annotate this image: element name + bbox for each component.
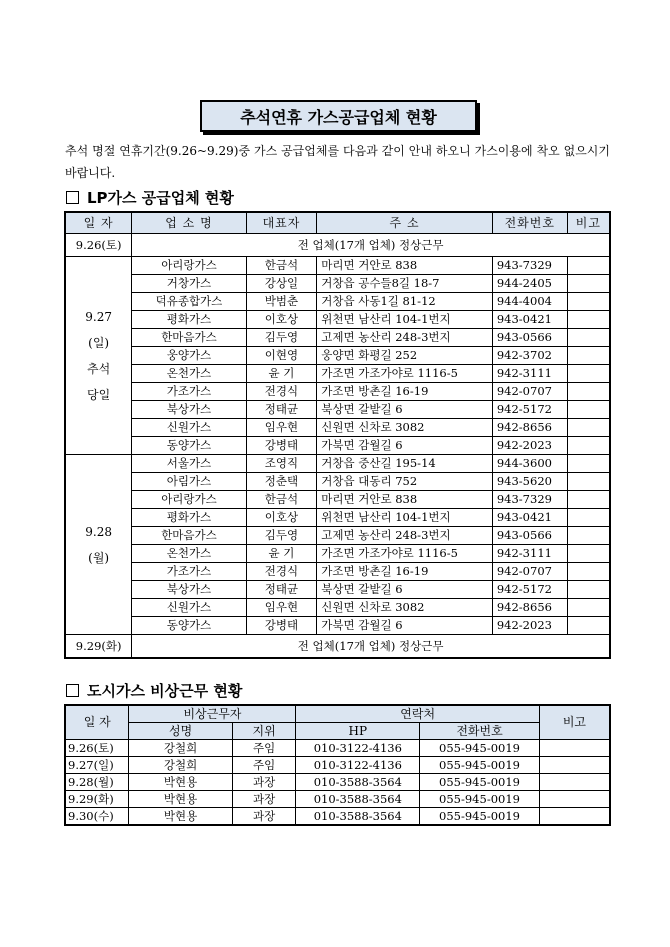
duty-date: 9.28(월): [65, 774, 129, 791]
vendor-address: 고제면 농산리 248-3번지: [317, 527, 493, 545]
vendor-address: 웅양면 화평길 252: [317, 347, 493, 365]
lp-vendor-row: [65, 383, 610, 401]
lp-vendor-row: [65, 419, 610, 437]
vendor-tel: 942-3111: [492, 545, 567, 563]
city-row: [65, 791, 610, 808]
vendor-rep: 윤 기: [246, 365, 317, 383]
vendor-note: [567, 419, 610, 437]
lp-vendor-row: [65, 311, 610, 329]
vendor-note: [567, 581, 610, 599]
vendor-name: 한마음가스: [132, 527, 246, 545]
date-cell: 9.26(토): [65, 234, 132, 257]
lp-vendor-row: [65, 275, 610, 293]
vendor-name: 가조가스: [132, 563, 246, 581]
staff-position: 과장: [232, 774, 296, 791]
header-staff: 비상근무자: [129, 705, 296, 723]
header-note: 비고: [539, 705, 610, 740]
lp-vendor-row: [65, 599, 610, 617]
vendor-name: 아림가스: [132, 473, 246, 491]
vendor-name: 북상가스: [132, 581, 246, 599]
vendor-note: [567, 491, 610, 509]
vendor-address: 가조면 가조가야로 1116-5: [317, 545, 493, 563]
date-cell: [65, 257, 132, 455]
vendor-name: 거창가스: [132, 275, 246, 293]
vendor-tel: 942-2023: [492, 617, 567, 635]
vendor-name: 북상가스: [132, 401, 246, 419]
staff-name: 박현용: [129, 774, 232, 791]
lp-vendor-row: [65, 509, 610, 527]
vendor-tel: 943-7329: [492, 257, 567, 275]
vendor-tel: 942-0707: [492, 563, 567, 581]
vendor-address: 거창읍 공수들8길 18-7: [317, 275, 493, 293]
date-line: 9.27: [85, 309, 112, 324]
header-hp: HP: [296, 723, 420, 740]
lp-row-day4: [65, 635, 610, 659]
date-line: (월): [88, 550, 110, 565]
vendor-note: [567, 329, 610, 347]
vendor-note: [567, 401, 610, 419]
vendor-name: 동양가스: [132, 437, 246, 455]
staff-tel: 055-945-0019: [420, 774, 540, 791]
vendor-rep: 정태균: [246, 581, 317, 599]
vendor-note: [567, 455, 610, 473]
city-row: [65, 774, 610, 791]
vendor-note: [567, 473, 610, 491]
vendor-tel: 943-0421: [492, 509, 567, 527]
vendor-rep: 윤 기: [246, 545, 317, 563]
lp-vendor-row: [65, 347, 610, 365]
city-section-title-text: 도시가스 비상근무 현황: [87, 682, 243, 700]
vendor-name: 평화가스: [132, 311, 246, 329]
staff-tel: 055-945-0019: [420, 791, 540, 808]
vendor-note: [567, 275, 610, 293]
header-tel: 전화번호: [492, 212, 567, 234]
lp-vendor-row: [65, 329, 610, 347]
vendor-address: 북상면 갈밭길 6: [317, 581, 493, 599]
city-row: [65, 740, 610, 757]
status-note: 전 업체(17개 업체) 정상근무: [132, 234, 610, 257]
vendor-tel: 944-3600: [492, 455, 567, 473]
vendor-tel: 942-0707: [492, 383, 567, 401]
header-date: 일 자: [65, 705, 129, 740]
lp-gas-table: [64, 211, 611, 659]
vendor-rep: 김두영: [246, 527, 317, 545]
vendor-tel: 944-4004: [492, 293, 567, 311]
vendor-tel: 943-0566: [492, 329, 567, 347]
vendor-tel: 943-5620: [492, 473, 567, 491]
city-section-title: [66, 680, 242, 701]
vendor-note: [567, 365, 610, 383]
staff-note: [539, 808, 610, 826]
vendor-rep: 강병태: [246, 437, 317, 455]
staff-position: 과장: [232, 808, 296, 826]
vendor-address: 위천면 남산리 104-1번지: [317, 311, 493, 329]
staff-position: 과장: [232, 791, 296, 808]
intro-paragraph: 추석 명절 연휴기간(9.26~9.29)중 가스 공급업체를 다음과 같이 안내 하오니 가스이용에 착오 없으시기 바랍니다.: [65, 144, 610, 180]
vendor-note: [567, 347, 610, 365]
header-staff-name: 성명: [129, 723, 232, 740]
checkbox-square-icon: [66, 191, 79, 204]
staff-hp: 010-3588-3564: [296, 774, 420, 791]
checkbox-square-icon: [66, 684, 79, 697]
vendor-note: [567, 383, 610, 401]
lp-vendor-row: [65, 437, 610, 455]
vendor-rep: 정태균: [246, 401, 317, 419]
staff-tel: 055-945-0019: [420, 808, 540, 826]
status-note: 전 업체(17개 업체) 정상근무: [132, 635, 610, 659]
vendor-address: 가조면 방촌길 16-19: [317, 383, 493, 401]
vendor-address: 거창읍 대동리 752: [317, 473, 493, 491]
vendor-rep: 한금석: [246, 257, 317, 275]
vendor-name: 웅양가스: [132, 347, 246, 365]
vendor-address: 마리면 거안로 838: [317, 257, 493, 275]
staff-tel: 055-945-0019: [420, 740, 540, 757]
vendor-note: [567, 437, 610, 455]
vendor-address: 북상면 갈밭길 6: [317, 401, 493, 419]
vendor-note: [567, 599, 610, 617]
vendor-rep: 이현영: [246, 347, 317, 365]
staff-name: 강철희: [129, 740, 232, 757]
date-line: 추석: [87, 361, 111, 376]
vendor-tel: 943-0566: [492, 527, 567, 545]
date-cell: [65, 455, 132, 635]
vendor-address: 가북면 감월길 6: [317, 617, 493, 635]
vendor-name: 온천가스: [132, 545, 246, 563]
document-title: 추석연휴 가스공급업체 현황: [200, 100, 477, 132]
vendor-name: 신원가스: [132, 419, 246, 437]
staff-hp: 010-3122-4136: [296, 740, 420, 757]
staff-hp: 010-3588-3564: [296, 791, 420, 808]
vendor-note: [567, 545, 610, 563]
lp-vendor-row: [65, 491, 610, 509]
vendor-note: [567, 257, 610, 275]
vendor-tel: 942-3702: [492, 347, 567, 365]
header-address: 주 소: [317, 212, 493, 234]
city-row: [65, 757, 610, 774]
staff-tel: 055-945-0019: [420, 757, 540, 774]
vendor-tel: 942-8656: [492, 599, 567, 617]
vendor-address: 위천면 남산리 104-1번지: [317, 509, 493, 527]
staff-hp: 010-3588-3564: [296, 808, 420, 826]
lp-vendor-row: [65, 455, 610, 473]
vendor-tel: 942-5172: [492, 401, 567, 419]
vendor-tel: 943-0421: [492, 311, 567, 329]
lp-vendor-row: [65, 617, 610, 635]
vendor-tel: 942-2023: [492, 437, 567, 455]
date-line: 9.28: [85, 524, 112, 539]
lp-vendor-row: [65, 527, 610, 545]
vendor-address: 신원면 신차로 3082: [317, 599, 493, 617]
staff-hp: 010-3122-4136: [296, 757, 420, 774]
staff-position: 주임: [232, 757, 296, 774]
staff-note: [539, 791, 610, 808]
date-line: (일): [88, 335, 110, 350]
vendor-tel: 943-7329: [492, 491, 567, 509]
vendor-tel: 944-2405: [492, 275, 567, 293]
staff-note: [539, 774, 610, 791]
date-line: 당일: [87, 387, 111, 402]
lp-vendor-row: [65, 365, 610, 383]
vendor-address: 가조면 방촌길 16-19: [317, 563, 493, 581]
staff-name: 박현용: [129, 808, 232, 826]
vendor-name: 덕유종합가스: [132, 293, 246, 311]
vendor-rep: 김두영: [246, 329, 317, 347]
lp-section-title: [66, 187, 234, 208]
lp-header-row: [65, 212, 610, 234]
staff-name: 박현용: [129, 791, 232, 808]
city-header-row-1: [65, 705, 610, 723]
city-gas-table: [64, 704, 611, 826]
vendor-rep: 정춘택: [246, 473, 317, 491]
header-rep: 대표자: [246, 212, 317, 234]
vendor-rep: 임우현: [246, 419, 317, 437]
header-tel: 전화번호: [420, 723, 540, 740]
duty-date: 9.29(화): [65, 791, 129, 808]
lp-vendor-row: [65, 473, 610, 491]
vendor-rep: 전경식: [246, 563, 317, 581]
duty-date: 9.26(토): [65, 740, 129, 757]
date-cell: 9.29(화): [65, 635, 132, 659]
vendor-address: 신원면 신차로 3082: [317, 419, 493, 437]
vendor-name: 서울가스: [132, 455, 246, 473]
vendor-rep: 전경식: [246, 383, 317, 401]
staff-note: [539, 740, 610, 757]
vendor-name: 아리랑가스: [132, 491, 246, 509]
lp-vendor-row: [65, 257, 610, 275]
vendor-note: [567, 617, 610, 635]
vendor-name: 아리랑가스: [132, 257, 246, 275]
lp-vendor-row: [65, 401, 610, 419]
vendor-rep: 한금석: [246, 491, 317, 509]
vendor-name: 한마음가스: [132, 329, 246, 347]
vendor-tel: 942-8656: [492, 419, 567, 437]
vendor-rep: 이호상: [246, 509, 317, 527]
vendor-note: [567, 527, 610, 545]
lp-row-day1: [65, 234, 610, 257]
header-note: 비고: [567, 212, 610, 234]
vendor-rep: 이호상: [246, 311, 317, 329]
city-row: [65, 808, 610, 826]
duty-date: 9.30(수): [65, 808, 129, 826]
lp-vendor-row: [65, 545, 610, 563]
staff-position: 주임: [232, 740, 296, 757]
vendor-tel: 942-3111: [492, 365, 567, 383]
lp-vendor-row: [65, 563, 610, 581]
header-name: 업 소 명: [132, 212, 246, 234]
lp-section-title-text: LP가스 공급업체 현황: [87, 189, 234, 207]
vendor-name: 동양가스: [132, 617, 246, 635]
vendor-address: 거창읍 중산길 195-14: [317, 455, 493, 473]
vendor-note: [567, 563, 610, 581]
header-date: 일 자: [65, 212, 132, 234]
lp-vendor-row: [65, 581, 610, 599]
vendor-name: 온천가스: [132, 365, 246, 383]
vendor-address: 거창읍 사동1길 81-12: [317, 293, 493, 311]
vendor-address: 고제면 농산리 248-3번지: [317, 329, 493, 347]
vendor-rep: 조영직: [246, 455, 317, 473]
vendor-note: [567, 311, 610, 329]
vendor-address: 가북면 감월길 6: [317, 437, 493, 455]
city-header-row-2: [65, 723, 610, 740]
vendor-rep: 강상일: [246, 275, 317, 293]
staff-name: 강철희: [129, 757, 232, 774]
vendor-rep: 임우현: [246, 599, 317, 617]
vendor-address: 가조면 가조가야로 1116-5: [317, 365, 493, 383]
vendor-name: 신원가스: [132, 599, 246, 617]
vendor-rep: 강병태: [246, 617, 317, 635]
vendor-rep: 박범춘: [246, 293, 317, 311]
header-position: 지위: [232, 723, 296, 740]
vendor-name: 가조가스: [132, 383, 246, 401]
vendor-name: 평화가스: [132, 509, 246, 527]
vendor-note: [567, 293, 610, 311]
vendor-tel: 942-5172: [492, 581, 567, 599]
duty-date: 9.27(일): [65, 757, 129, 774]
staff-note: [539, 757, 610, 774]
vendor-note: [567, 509, 610, 527]
header-contact: 연락처: [296, 705, 539, 723]
lp-vendor-row: [65, 293, 610, 311]
vendor-address: 마리면 거안로 838: [317, 491, 493, 509]
